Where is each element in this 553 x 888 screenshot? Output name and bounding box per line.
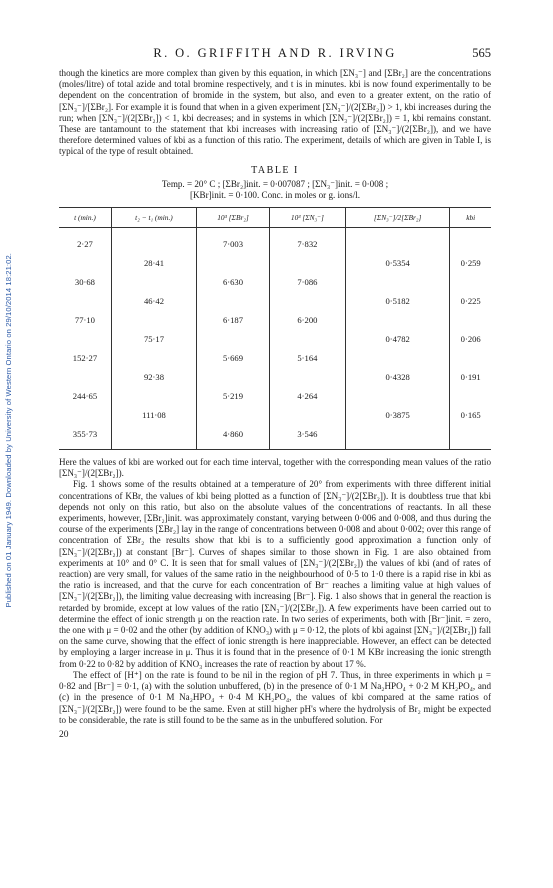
- table-cell: 4·860: [197, 424, 270, 450]
- table-cell: [269, 367, 345, 386]
- table-cell: 75·17: [111, 329, 196, 348]
- intro-paragraph: though the kinetics are more complex than given by this equation, in which [ΣN₃⁻] and [ΣBr₂] are the concentrations (moles/litre) of total azide and total bromine respectively, and t is in minutes. kbi is now found experimentally to be dependent on the concentration of bromide in the system, but also, and even to a greater extent, on the ratio of [ΣN₃⁻]/[ΣBr₂]. For example it is found that when in a given experiment [ΣN₃⁻]/(2[ΣBr₂]) > 1, kbi increases during the run; when [ΣN₃⁻]/(2[ΣBr₂]) < 1, kbi decreases; and in systems in which [ΣN₃⁻]/(2[ΣBr₂]) = 1, kbi remains constant. These are tantamount to the statement that kbi increases with increasing ratio of [ΣN₃⁻]/(2[ΣBr₂]), and we have therefore determined values of kbi as a function of this ratio. The experiment, details of which are given in Table I, is typical of the type of result obtained.: [59, 68, 491, 157]
- table-cell: [269, 329, 345, 348]
- table-cell: [111, 310, 196, 329]
- table-row: [59, 405, 491, 424]
- table-cell: 0·4782: [345, 329, 450, 348]
- running-title: R. O. GRIFFITH AND R. IRVING: [153, 46, 397, 60]
- table-row: [59, 348, 491, 367]
- table-cell: 244·65: [72, 390, 98, 401]
- table-cell: 2·27: [77, 238, 93, 249]
- table-row: [59, 291, 491, 310]
- table-cell: [111, 348, 196, 367]
- table-cell: 0·5354: [345, 253, 450, 272]
- table-cell: 0·259: [450, 253, 491, 272]
- header-bromine: 10³ [ΣBr₂]: [197, 208, 270, 228]
- table-conditions-line2: [KBr]init. = 0·100. Conc. in moles or g. ions/l.: [189, 189, 361, 200]
- table-cell: 6·630: [197, 272, 270, 291]
- table-cell: [450, 386, 491, 405]
- table-cell: 5·219: [197, 386, 270, 405]
- table-cell: 5·164: [269, 348, 345, 367]
- page-number: 565: [472, 46, 491, 60]
- table-cell: 0·191: [450, 367, 491, 386]
- table-cell: 0·225: [450, 291, 491, 310]
- table-cell: [450, 228, 491, 254]
- table-cell: 3·546: [269, 424, 345, 450]
- table-cell: [345, 228, 450, 254]
- table-row: [59, 253, 491, 272]
- table-cell: [111, 272, 196, 291]
- table-cell: 7·832: [269, 228, 345, 254]
- page: [59, 46, 491, 740]
- table-cell: 77·10: [74, 314, 95, 325]
- header-interval: t₂ − t₁ (min.): [111, 208, 196, 228]
- table-cell: [269, 291, 345, 310]
- table-cell: [111, 424, 196, 450]
- table-cell: 0·5182: [345, 291, 450, 310]
- table-cell: [59, 253, 111, 272]
- data-table: [59, 207, 491, 450]
- table-cell: [197, 291, 270, 310]
- table-cell: [450, 272, 491, 291]
- header-ratio: [ΣN₃⁻]/2[ΣBr₂]: [345, 208, 450, 228]
- table-cell: [450, 424, 491, 450]
- table-row: [59, 329, 491, 348]
- table-row: [59, 424, 491, 450]
- table-cell: 5·669: [197, 348, 270, 367]
- download-watermark: [2, 150, 14, 710]
- table-conditions-line1: Temp. = 20° C ; [ΣBr₂]init. = 0·007087 ; [ΣN₃⁻]init. = 0·008 ;: [161, 178, 389, 189]
- table-cell: 6·187: [197, 310, 270, 329]
- after-table-paragraph: Here the values of kbi are worked out for each time interval, together with the corresponding mean values of the ratio [ΣN₃⁻]/(2[ΣBr₂]).: [59, 457, 491, 479]
- table-cell: [345, 272, 450, 291]
- table-cell: [111, 386, 196, 405]
- figure-discussion-paragraph: Fig. 1 shows some of the results obtained at a temperature of 20° from experiments with three different initial concentrations of KBr, the values of kbi being plotted as a function of [ΣN₃⁻]/(2[ΣBr₂]). It is doubtless true that kbi depends not only on this ratio, but also on the absolute values of the concentrations of reactants. In all these experiments, however, [ΣBr₂]init. was approximately constant, varying between 0·006 and 0·008, and thus during the course of the experiments [ΣBr₂] lay in the range of concentrations between 0·008 and about 0·002; over this range of concentration of ΣBr₂ the results show that kbi is to a sufficiently good approximation a function only of [ΣN₃⁻]/(2[ΣBr₂]) at constant [Br⁻]. Curves of shapes similar to those shown in Fig. 1 are also obtained from experiments at 10° and 0° C. It is seen that for small values of [ΣN₃⁻]/(2[ΣBr₂]) the values of kbi (and of rates of reaction) are very small, for values of the same ratio in the neighbourhood of 0·5 to 1·0 there is a rapid rise in kbi as the ratio is increased, and that the curve for each concentration of Br⁻ reaches a limiting value at high values of [ΣN₃⁻]/(2[ΣBr₂]), the limiting value decreasing with increasing [Br⁻]. Fig. 1 also shows that in general the reaction is retarded by bromide, except at low values of the ratio [ΣN₃⁻]/(2[ΣBr₂]). A few experiments have been carried out to determine the effect of ionic strength μ on the reaction rate. In two series of experiments, both with [Br⁻]init. = zero, the one with μ = 0·02 and the other (by addition of KNO₃) with μ = 0·12, the plots of kbi against [ΣN₃⁻]/(2[ΣBr₂]) fall on the same curve, showing that the effect of ionic strength is here inappreciable. However, an effect can be detected by employing a larger increase in μ. Thus it is found that in the presence of 0·1 M KBr increasing the ionic strength from 0·22 to 0·82 by addition of KNO₃ increases the rate of reaction by about 17 %.: [59, 479, 491, 669]
- table-cell: 0·165: [450, 405, 491, 424]
- table-cell: [197, 329, 270, 348]
- table-cell: [450, 348, 491, 367]
- table-cell: 0·206: [450, 329, 491, 348]
- table-cell: 152·27: [72, 352, 98, 363]
- table-cell: [197, 253, 270, 272]
- table-cell: [59, 367, 111, 386]
- table-cell: 7·003: [197, 228, 270, 254]
- table-cell: 0·3875: [345, 405, 450, 424]
- table-cell: 355·73: [59, 424, 111, 450]
- table-cell: [269, 253, 345, 272]
- table-cell: 7·086: [269, 272, 345, 291]
- running-header: [59, 46, 491, 68]
- table-cell: [59, 291, 111, 310]
- table-cell: [345, 310, 450, 329]
- table-cell: [59, 405, 111, 424]
- table-cell: 46·42: [111, 291, 196, 310]
- table-cell: 0·4328: [345, 367, 450, 386]
- download-watermark-text: Published on 01 January 1949. Downloaded by University of Western Ontario on 29/10/2014 18:21:02.: [3, 252, 13, 608]
- table-header-row: [59, 208, 491, 228]
- table-row: [59, 272, 491, 291]
- table-cell: [111, 228, 196, 254]
- table-cell: [197, 367, 270, 386]
- table-cell: [197, 405, 270, 424]
- table-cell: [269, 405, 345, 424]
- table-cell: 111·08: [111, 405, 196, 424]
- signature-mark: 20: [59, 729, 69, 740]
- table-row: [59, 367, 491, 386]
- table-cell: 92·38: [111, 367, 196, 386]
- table-cell: [345, 424, 450, 450]
- header-azide: 10³ [ΣN₃⁻]: [269, 208, 345, 228]
- table-cell: 30·68: [74, 276, 95, 287]
- table-conditions: [59, 179, 491, 201]
- table-cell: [345, 348, 450, 367]
- table-cell: 6·200: [269, 310, 345, 329]
- table-row: [59, 228, 491, 254]
- table-cell: [345, 386, 450, 405]
- table-cell: 28·41: [111, 253, 196, 272]
- header-kbi: kbi: [450, 208, 491, 228]
- ph-effect-paragraph: The effect of [H⁺] on the rate is found to be nil in the region of pH 7. Thus, in three experiments in which μ = 0·82 and [Br⁻] = 0·1, (a) with the solution unbuffered, (b) in the presence of 0·1 M Na₂HPO₄ + 0·2 M KH₂PO₄, and (c) in the presence of 0·1 M Na₂HPO₄ + 0·4 M KH₂PO₄, the values of kbi compared at the same ratios of [ΣN₃⁻]/(2[ΣBr₂]) were found to be the same. Even at still higher pH's where the hydrolysis of Br₂ might be expected to be considerable, the rate is still found to be the same as in the unbuffered solution. For: [59, 669, 491, 725]
- table-cell: 4·264: [269, 386, 345, 405]
- table-cell: [59, 329, 111, 348]
- table-row: [59, 310, 491, 329]
- table-row: [59, 386, 491, 405]
- header-time: t (min.): [59, 208, 111, 228]
- table-cell: [450, 310, 491, 329]
- table-caption: TABLE I: [251, 164, 299, 176]
